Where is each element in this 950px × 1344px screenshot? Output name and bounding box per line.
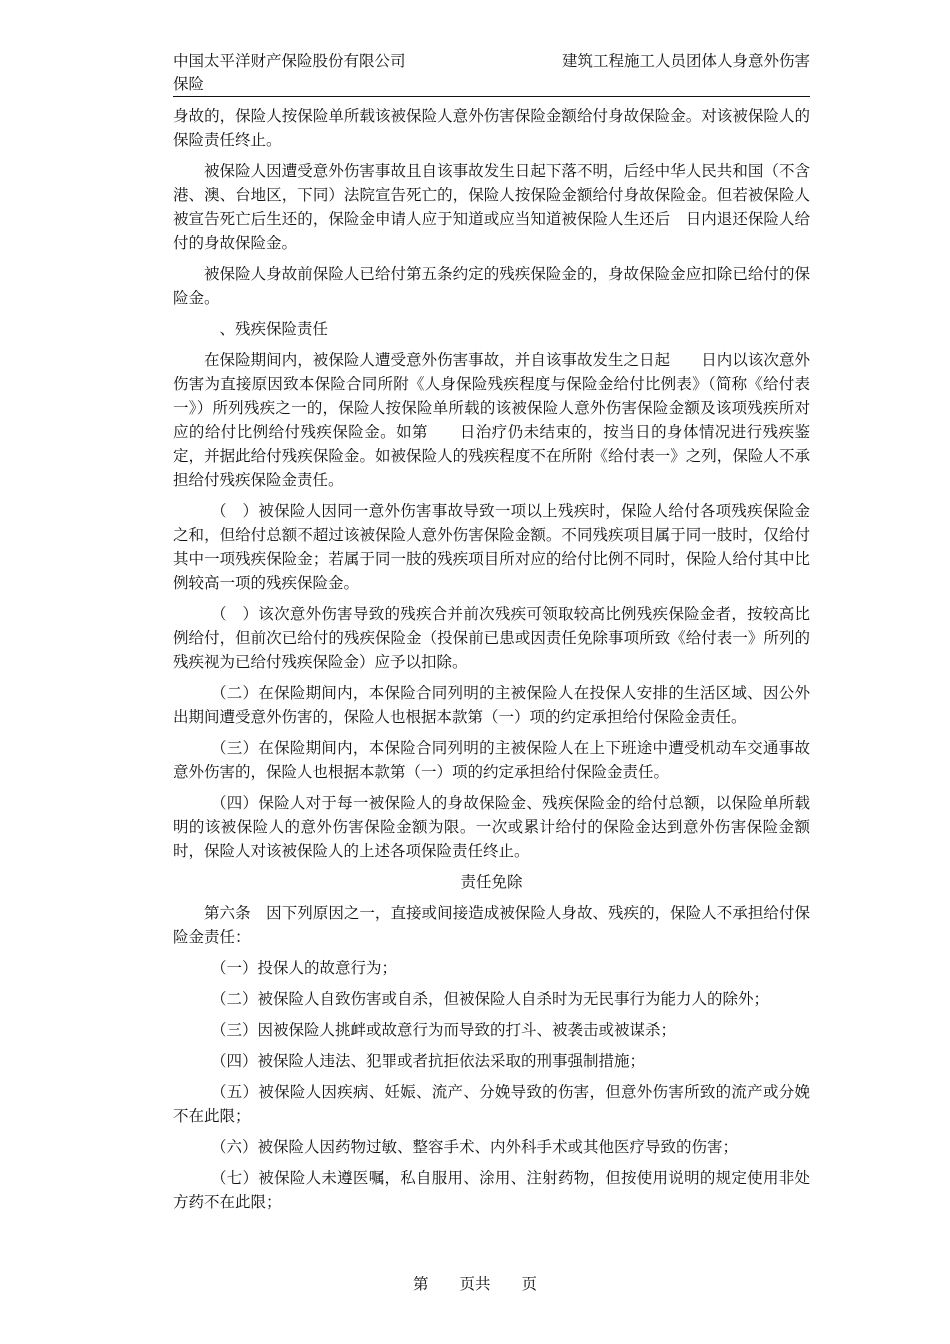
- header-document-title: 建筑工程施工人员团体人身意外伤害: [561, 52, 810, 70]
- paragraph: （ ）被保险人因同一意外伤害事故导致一项以上残疾时，保险人给付各项残疾保险金之和，但给付总额不超过该被保险人意外伤害保险金额。不同残疾项目属于同一肢时，仅给付其中一项残疾保险金；若属于同一肢的残疾项目所对应的给付比例不同时，保险人给付其中比例较高一项的残疾保险金。: [173, 502, 810, 592]
- article-six: 第六条 因下列原因之一，直接或间接造成被保险人身故、残疾的，保险人不承担给付保险金责任：: [173, 904, 810, 946]
- header-company-name-cont: 保险: [173, 75, 205, 93]
- paragraph: 身故的，保险人按保险单所载该被保险人意外伤害保险金额给付身故保险金。对该被保险人的保险责任终止。: [173, 107, 810, 149]
- header-divider: [173, 96, 810, 97]
- exclusion-item: （六）被保险人因药物过敏、整容手术、内外科手术或其他医疗导致的伤害；: [211, 1138, 739, 1156]
- paragraph: 被保险人身故前保险人已给付第五条约定的残疾保险金的，身故保险金应扣除已给付的保险金。: [173, 265, 810, 307]
- exclusion-item: （二）被保险人自致伤害或自杀，但被保险人自杀时为无民事行为能力人的除外；: [211, 990, 770, 1008]
- paragraph: （三）在保险期间内，本保险合同列明的主被保险人在上下班途中遭受机动车交通事故意外伤害的，保险人也根据本款第（一）项的约定承担给付保险金责任。: [173, 739, 810, 781]
- paragraph: 在保险期间内，被保险人遭受意外伤害事故，并自该事故发生之日起 日内以该次意外伤害为直接原因致本保险合同所附《人身保险残疾程度与保险金给付比例表》（简称《给付表一》）所列残疾之一的，保险人按保险单所载的该被保险人意外伤害保险金额及该项残疾所对应的给付比例给付残疾保险金。如第 日治疗仍未结束的，按当日的身体情况进行残疾鉴定，并据此给付残疾保险金。如被保险人的残疾程度不在所附《给付表一》之列，保险人不承担给付残疾保险金责任。: [173, 351, 810, 489]
- section-heading-exclusions: 责任免除: [460, 873, 523, 891]
- page-header: [173, 50, 810, 96]
- header-company-name: 中国太平洋财产保险股份有限公司: [173, 52, 406, 70]
- exclusion-item: （七）被保险人未遵医嘱，私自服用、涂用、注射药物，但按使用说明的规定使用非处方药不在此限；: [173, 1169, 810, 1211]
- exclusion-item: （五）被保险人因疾病、妊娠、流产、分娩导致的伤害，但意外伤害所致的流产或分娩不在此限；: [173, 1083, 810, 1125]
- header-company: [173, 50, 453, 96]
- paragraph: 被保险人因遭受意外伤害事故且自该事故发生日起下落不明，后经中华人民共和国（不含港、澳、台地区，下同）法院宣告死亡的，保险人按保险金额给付身故保险金。但若被保险人被宣告死亡后生还的，保险金申请人应于知道或应当知道被保险人生还后 日内退还保险人给付的身故保险金。: [173, 162, 810, 252]
- section-heading-disability: 、残疾保险责任: [204, 320, 329, 338]
- paragraph: （ ）该次意外伤害导致的残疾合并前次残疾可领取较高比例残疾保险金者，按较高比例给付，但前次已给付的残疾保险金（投保前已患或因责任免除事项所致《给付表一》所列的残疾视为已给付残疾保险金）应予以扣除。: [173, 605, 810, 671]
- paragraph: （四）保险人对于每一被保险人的身故保险金、残疾保险金的给付总额，以保险单所载明的该被保险人的意外伤害保险金额为限。一次或累计给付的保险金达到意外伤害保险金额时，保险人对该被保险人的上述各项保险责任终止。: [173, 794, 810, 860]
- paragraph: （二）在保险期间内，本保险合同列明的主被保险人在投保人安排的生活区域、因公外出期间遭受意外伤害的，保险人也根据本款第（一）项的约定承担给付保险金责任。: [173, 684, 810, 726]
- exclusion-item: （四）被保险人违法、犯罪或者抗拒依法采取的刑事强制措施；: [211, 1052, 646, 1070]
- page-footer: 第 页共 页: [412, 1275, 537, 1293]
- exclusion-item: （一）投保人的故意行为；: [211, 959, 398, 977]
- exclusion-item: （三）因被保险人挑衅或故意行为而导致的打斗、被袭击或被谋杀；: [211, 1021, 677, 1039]
- document-body: [173, 104, 810, 1221]
